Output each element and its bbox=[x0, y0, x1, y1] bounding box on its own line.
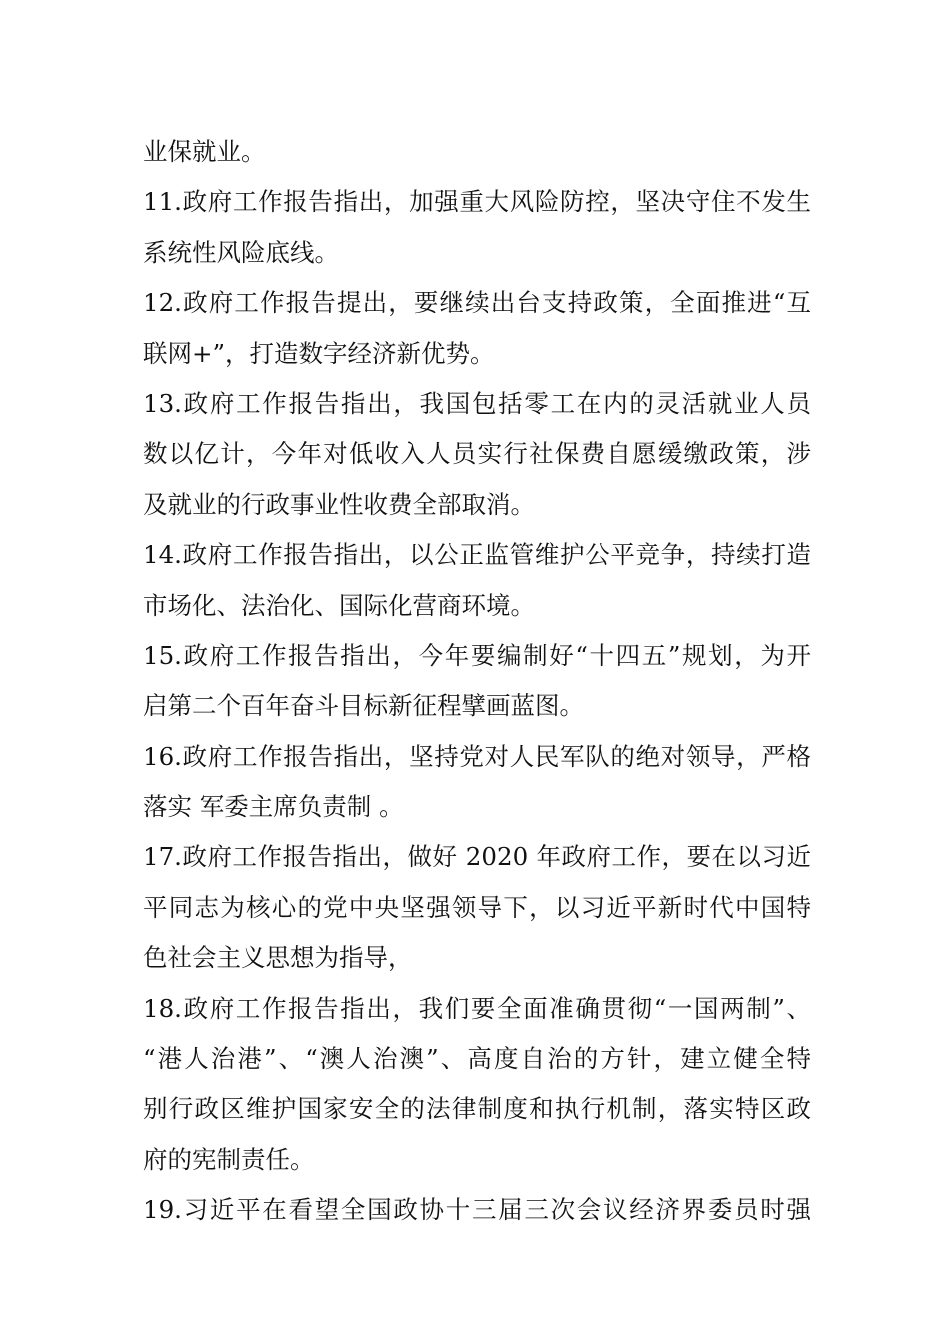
text-line: 11.政府工作报告指出，加强重大风险防控，坚决守住不发生 bbox=[143, 187, 811, 217]
text-line: 15.政府工作报告指出，今年要编制好“十四五”规划，为开 bbox=[143, 640, 811, 670]
text-line: 18.政府工作报告指出，我们要全面准确贯彻“一国两制”、 bbox=[143, 993, 811, 1023]
text-line: 启第二个百年奋斗目标新征程擘画蓝图。 bbox=[143, 691, 584, 721]
text-line: 16.政府工作报告指出，坚持党对人民军队的绝对领导，严格 bbox=[143, 741, 811, 771]
text-line: “港人治港”、“澳人治澳”、高度自治的方针，建立健全特 bbox=[143, 1044, 811, 1074]
text-line: 落实 军委主席负责制 。 bbox=[143, 792, 404, 822]
text-line: 联网+”，打造数字经济新优势。 bbox=[143, 338, 495, 368]
text-line: 业保就业。 bbox=[143, 137, 266, 166]
text-line: 及就业的行政事业性收费全部取消。 bbox=[143, 489, 535, 519]
text-line: 17.政府工作报告指出，做好 2020 年政府工作，要在以习近 bbox=[143, 842, 811, 872]
document-body bbox=[143, 127, 811, 1236]
text-line: 府的宪制责任。 bbox=[143, 1144, 315, 1174]
text-line: 别行政区维护国家安全的法律制度和执行机制，落实特区政 bbox=[143, 1094, 811, 1124]
text-line: 色社会主义思想为指导， bbox=[143, 943, 413, 973]
text-line: 系统性风险底线。 bbox=[143, 237, 339, 267]
text-line: 数以亿计，今年对低收入人员实行社保费自愿缓缴政策，涉 bbox=[143, 439, 811, 469]
text-line: 市场化、法治化、国际化营商环境。 bbox=[143, 590, 535, 620]
text-line: 12.政府工作报告提出，要继续出台支持政策，全面推进“互 bbox=[143, 288, 811, 318]
text-line: 平同志为核心的党中央坚强领导下，以习近平新时代中国特 bbox=[143, 892, 811, 922]
text-line: 13.政府工作报告指出，我国包括零工在内的灵活就业人员 bbox=[143, 388, 811, 418]
text-line: 14.政府工作报告指出，以公正监管维护公平竞争，持续打造 bbox=[143, 540, 811, 570]
text-line: 19.习近平在看望全国政协十三届三次会议经济界委员时强 bbox=[143, 1195, 811, 1225]
